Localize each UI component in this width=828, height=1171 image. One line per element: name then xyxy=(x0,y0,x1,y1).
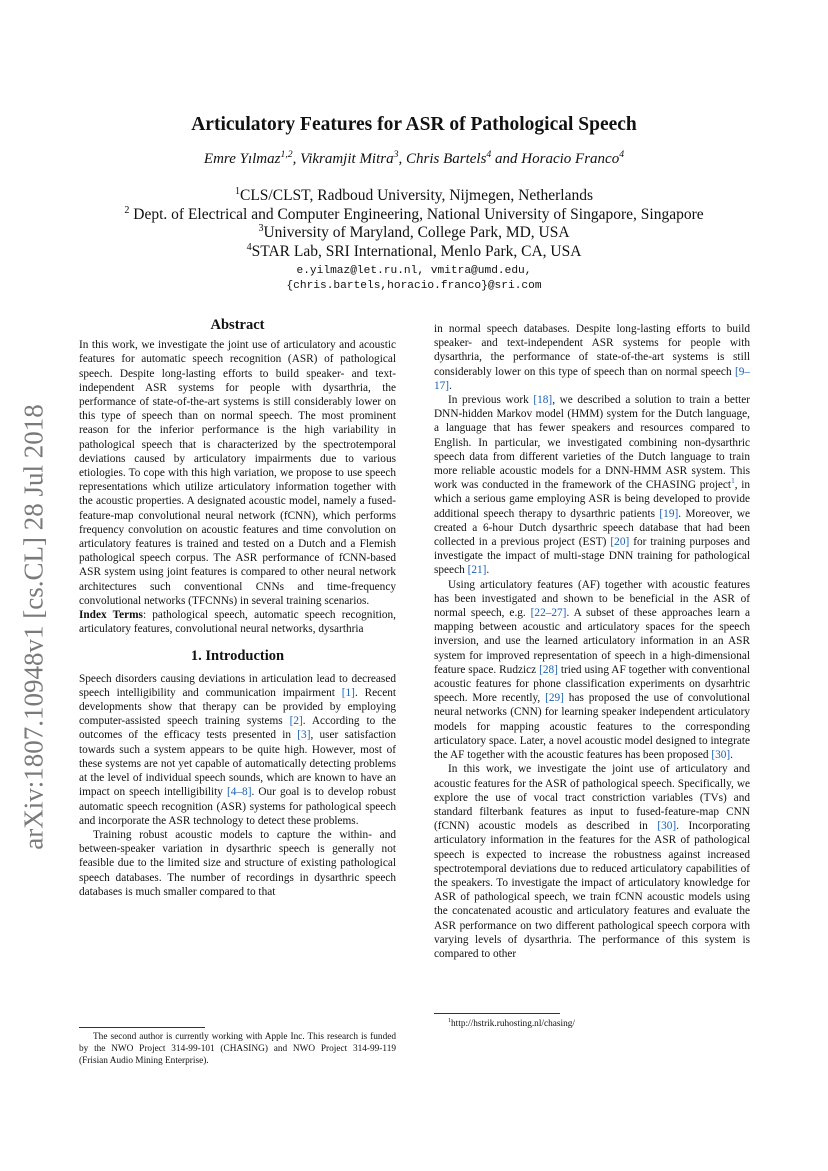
right-column xyxy=(434,322,750,961)
intro-heading: 1. Introduction xyxy=(190,648,285,665)
citation-link[interactable]: [1] xyxy=(341,686,355,699)
citation-link[interactable]: [30] xyxy=(711,749,731,762)
citation-link[interactable]: [28] xyxy=(539,663,558,676)
citation-link[interactable]: [21] xyxy=(467,564,487,577)
affiliation: $^3$University of Maryland, College Park, MD, USA xyxy=(258,222,570,241)
citation-link[interactable]: [30] xyxy=(657,820,677,833)
body-paragraph: In previous work [18], we described a solution to train a better DNN-hidden Markov model (HMM) system for the Dutch language, a language that has fewer speakers and resources compared to English. In particular, we investigated combining non-dysarthric speech data from different varieties of the Dutch language to train more reliable acoustic models for a DNN-HMM ASR system. This work was conducted in the framework of the CHASING project$^1$, in which a serious game employing ASR is being developed to provide additional speech therapy to dysarthric patients [19]. Moreover, we created a 6-hour Dutch dysarthric speech database that had been collected in a previous project (EST) [20] for training purposes and investigate the impact of multi-stage DNN training for pathological speech [21]. xyxy=(434,394,751,577)
email-line: e.yilmaz@let.ru.nl, vmitra@umd.edu, xyxy=(296,265,532,277)
abstract-heading: Abstract xyxy=(210,317,265,333)
arxiv-stamp: arXiv:1807.10948v1 [cs.CL] 28 Jul 2018 xyxy=(18,404,49,850)
author: Vikramjit Mitra xyxy=(300,151,394,167)
author: Horacio Franco xyxy=(521,151,620,167)
citation-link[interactable]: [29] xyxy=(545,692,564,705)
citation-link[interactable]: [9–17] xyxy=(434,365,750,392)
abstract-text: In this work, we investigate the joint use of articulatory and acoustic features for automatic speech recognition (ASR) of pathological speech. Despite long-lasting efforts to build speaker- and text-independent ASR systems for people with dysarthria, the performance of state-of-the-art systems is still considerably lower on this type of speech than on normal speech. The most prominent reason for the inferior performance is the high variability in pathological speech that is characterized by the spectrotemporal deviations caused by articulatory impairments due to various etiologies. To cope with this high variation, we propose to use speech representations which utilize articulatory information together with the acoustic properties. A designated acoustic model, namely a fused-feature-map convolutional neural network (fCNN), which performs frequency convolution on acoustic features and time convolution on articulatory features is trained and tested on a Dutch and a Flemish pathological speech corpus. The ASR performance of fCNN-based ASR system using joint features is compared to other neural network architectures such conventional CNNs and time-frequency convolutional networks (TFCNNs) in several training scenarios. xyxy=(79,339,396,607)
footnote-url[interactable]: http://hstrik.ruhosting.nl/chasing/ xyxy=(451,1019,575,1029)
citation-link[interactable]: [4–8] xyxy=(227,786,252,799)
body-paragraph: in normal speech databases. Despite long-lasting efforts to build speaker- and text-independent ASR systems for people with dysarthria, the performance of state-of-the-art systems is still considerably lower on this type of speech than on normal speech [9–17]. xyxy=(434,323,750,392)
footnote-rule xyxy=(79,1027,205,1028)
author-list: Emre Yılmaz$^{1,2}$, Vikramjit Mitra$^3$, Chris Bartels$^4$ and Horacio Franco$^4$ xyxy=(203,149,625,167)
body-paragraph: Using articulatory features (AF) together with acoustic features has been investigated and shown to be beneficial in the ASR of normal speech, e.g. [22–27]. A subset of these approaches learn a mapping between acoustic and articulatory spaces for the speech inversion, and use the learned articulatory information in an ASR system for improved representation of speech in a high-dimensional feature space. Rudzicz [28] tried using AF together with conventional acoustic features for phone classification experiments on dysarhtric speech. More recently, [29] has proposed the use of convolutional neural networks (CNN) for learning speaker independent articulatory models for mapping acoustic features to the corresponding articulatory space. Later, a novel acoustic model designed to integrate the AF together with the acoustic features has been proposed [30]. xyxy=(434,578,750,762)
citation-link[interactable]: [2] xyxy=(289,715,303,728)
citation-link[interactable]: [19] xyxy=(659,507,679,520)
affiliation: $^1$CLS/CLST, Radboud University, Nijmegen, Netherlands xyxy=(234,185,594,204)
index-terms: Index Terms: pathological speech, automatic speech recognition, articulatory features, convolutional neural networks, dysarthria xyxy=(79,609,396,636)
paper-title: Articulatory Features for ASR of Pathological Speech xyxy=(191,114,637,135)
author: Emre Yılmaz xyxy=(203,151,281,167)
footnote-left: The second author is currently working with Apple Inc. This research is funded by the NWO Project 314-99-101 (CHASING) and NWO Project 314-99-119 (Frisian Audio Mining Enterprise). xyxy=(79,1032,396,1066)
affiliation: $^4$STAR Lab, SRI International, Menlo Park, CA, USA xyxy=(246,241,582,260)
citation-link[interactable]: [18] xyxy=(533,394,553,407)
left-column xyxy=(79,318,396,899)
intro-paragraph: Training robust acoustic models to capture the within- and between-speaker variation in dysarthric speech is generally not feasible due to the limited size and structure of existing pathological speech databases. The number of recordings in dysarthric speech databases is much smaller compared to that xyxy=(79,828,396,898)
footnote-marker[interactable]: 1 xyxy=(731,476,735,486)
email-line: {chris.bartels,horacio.franco}@sri.com xyxy=(286,280,542,292)
citation-link[interactable]: [3] xyxy=(297,729,311,742)
affiliation: $^2$ Dept. of Electrical and Computer Engineering, National University of Singapore, Singapore xyxy=(124,204,704,223)
citation-link[interactable]: [22–27] xyxy=(530,607,567,620)
footnote-rule xyxy=(434,1013,560,1014)
citation-link[interactable]: [20] xyxy=(610,536,630,549)
footnote-right: $^1$http://hstrik.ruhosting.nl/chasing/ xyxy=(448,1017,575,1029)
intro-paragraph: Speech disorders causing deviations in articulation lead to decreased speech intelligibility and communication impairment [1]. Recent developments show that therapy can be provided by employing computer-assisted speech training systems [2]. According to the outcomes of the efficacy tests presented in [3], user satisfaction towards such a system appears to be quite high. However, most of these systems are not yet capable of automatically detecting problems at the level of individual speech sounds, which are known to have an impact on speech intelligibility [4–8]. Our goal is to develop robust automatic speech recognition (ASR) systems for pathological speech and incorporate the ASR technology to detect these problems. xyxy=(79,672,396,827)
body-paragraph: In this work, we investigate the joint use of articulatory and acoustic features for the ASR of pathological speech. Specifically, we explore the use of vocal tract constriction variables (TVs) and standard filterbank features as input to fused-feature-map CNN (fCNN) acoustic models as described in [30]. Incorporating articulatory information in the features for the ASR of pathological speech is expected to increase the robustness against increased spectrotemporal deviations due to reduced articulatory capabilities of the speakers. To investigate the impact of articulatory knowledge for ASR of pathological speech, we train fCNN acoustic models using the concatenated acoustic and articulatory features and evaluate the ASR performance on two different pathological speech corpora with varying levels of dysarthria. The performance of this system is compared to other xyxy=(434,763,750,960)
author: Chris Bartels xyxy=(405,151,487,167)
